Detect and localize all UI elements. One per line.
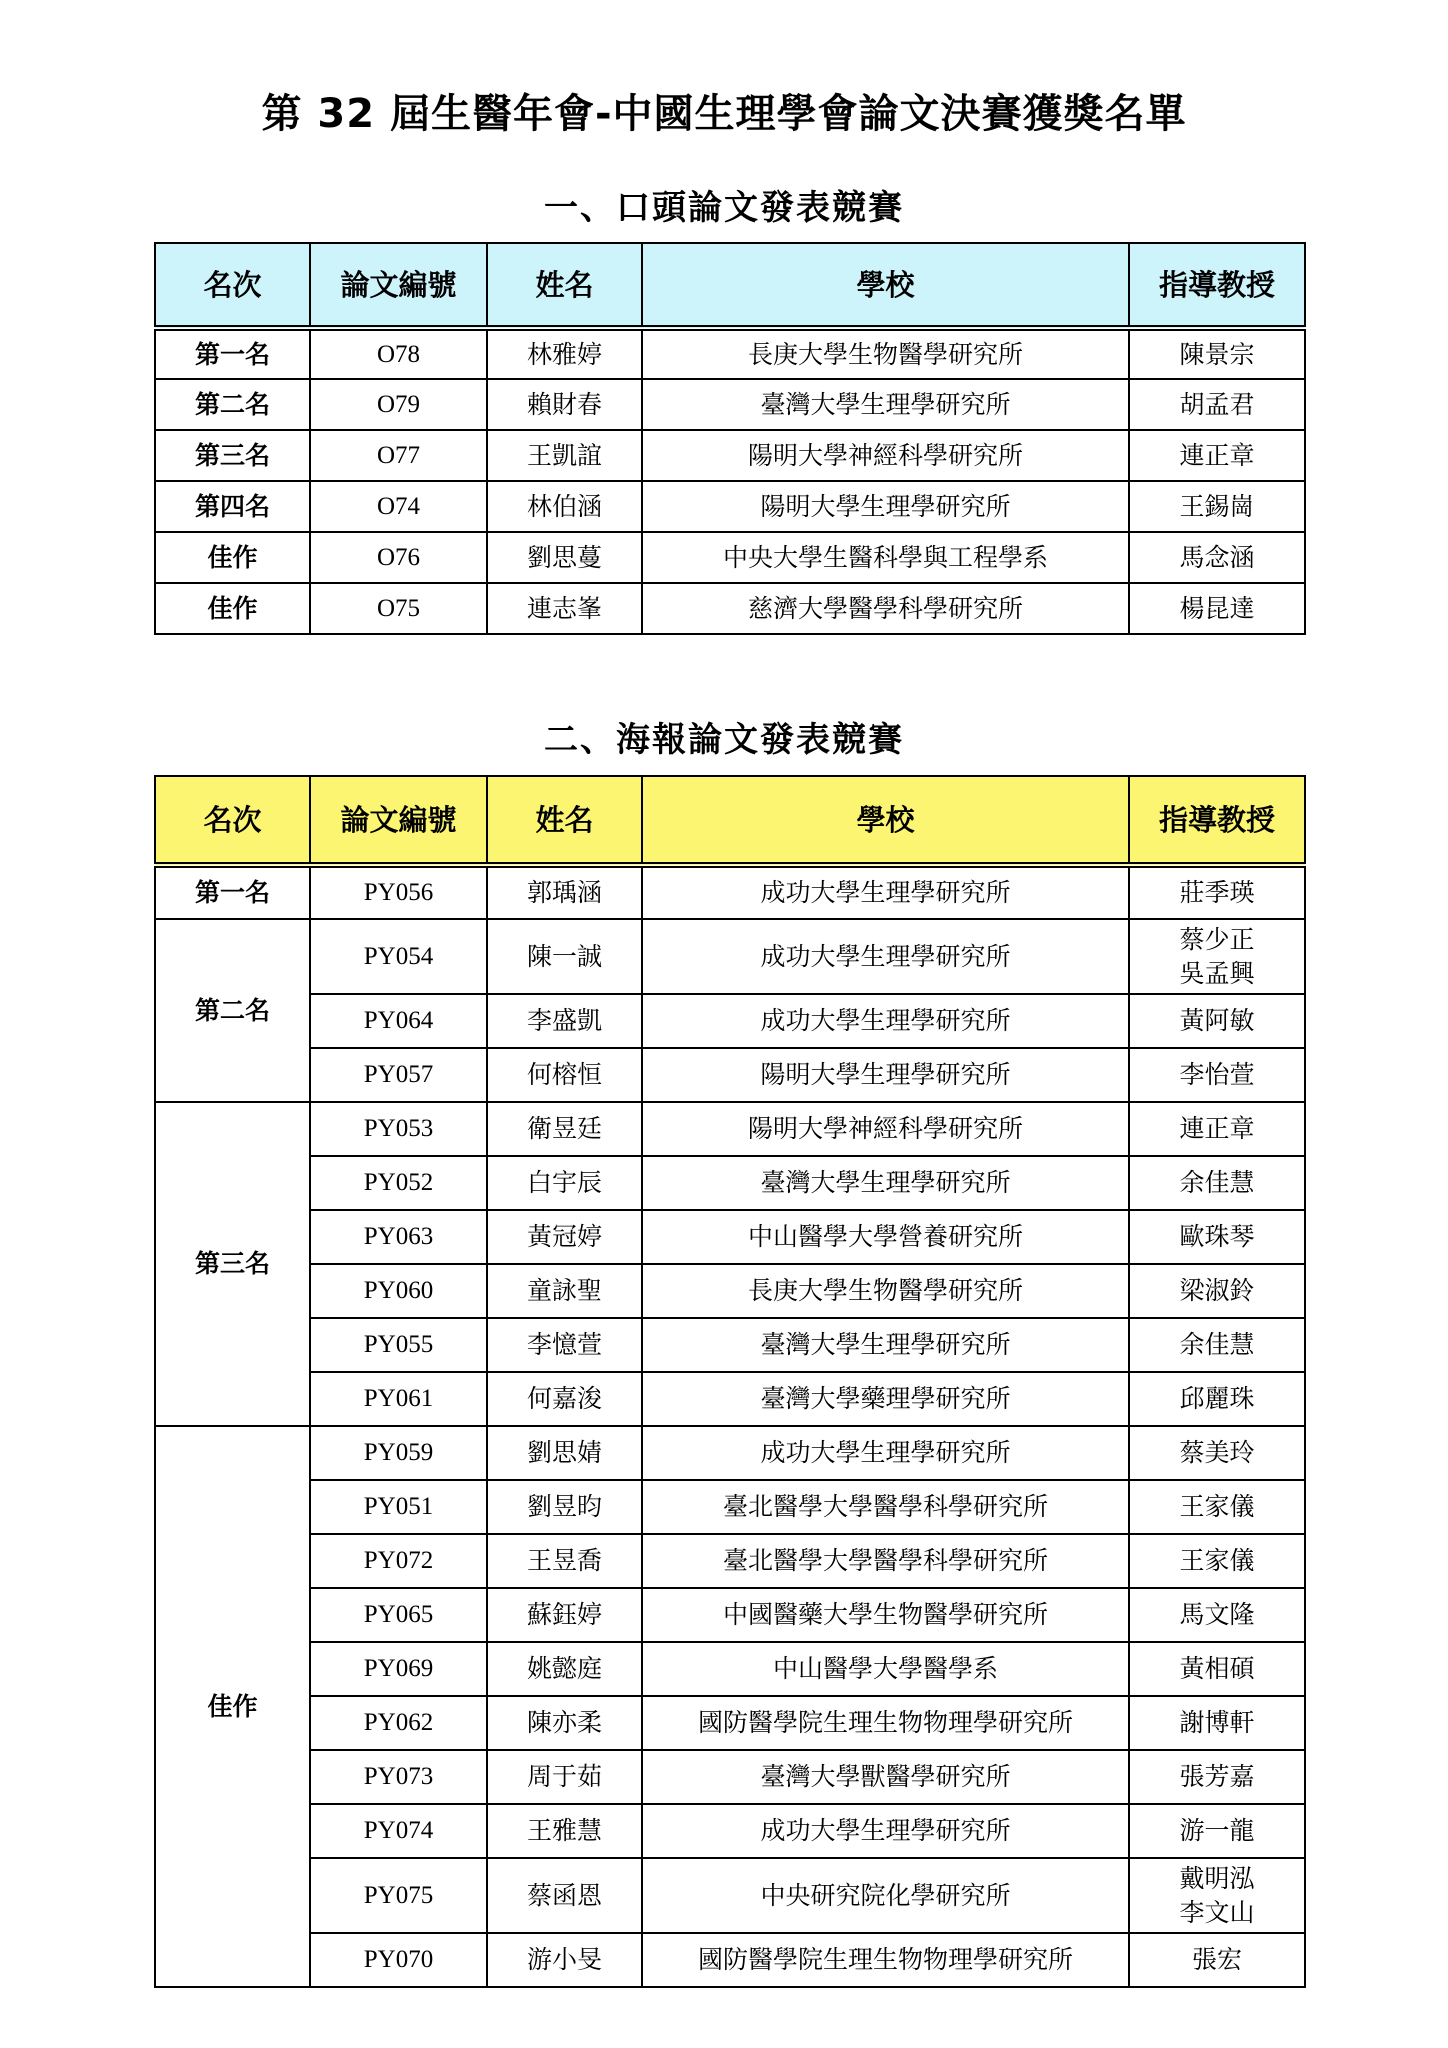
advisor-cell: 連正章: [1129, 1102, 1305, 1156]
rank-cell: 佳作: [155, 1426, 310, 1987]
school-cell: 慈濟大學醫學科學研究所: [642, 583, 1129, 634]
table-row: [155, 1156, 1305, 1210]
school-cell: 國防醫學院生理生物物理學研究所: [642, 1933, 1129, 1987]
school-cell: 國防醫學院生理生物物理學研究所: [642, 1696, 1129, 1750]
school-cell: 陽明大學神經科學研究所: [642, 1102, 1129, 1156]
code-cell: PY059: [310, 1426, 487, 1480]
school-cell: 陽明大學生理學研究所: [642, 481, 1129, 532]
oral-header-row: [155, 243, 1305, 328]
advisor-name-2: 李文山: [1179, 1897, 1255, 1927]
advisor-cell: 王錫崗: [1129, 481, 1305, 532]
school-cell: 陽明大學生理學研究所: [642, 1048, 1129, 1102]
poster-awards-table: [154, 775, 1306, 1988]
table-row: [155, 1858, 1305, 1933]
table-row: [155, 1048, 1305, 1102]
name-cell: 郭瑀涵: [487, 865, 642, 919]
school-cell: 中山醫學大學營養研究所: [642, 1210, 1129, 1264]
name-cell: 蘇鈺婷: [487, 1588, 642, 1642]
table-row: [155, 865, 1305, 919]
school-cell: 臺灣大學生理學研究所: [642, 1318, 1129, 1372]
code-cell: PY054: [310, 919, 487, 994]
name-cell: 李盛凱: [487, 994, 642, 1048]
rank-cell: 佳作: [155, 583, 310, 634]
code-cell: PY075: [310, 1858, 487, 1933]
advisor-cell: 胡孟君: [1129, 379, 1305, 430]
advisor-cell: 連正章: [1129, 430, 1305, 481]
school-cell: 成功大學生理學研究所: [642, 919, 1129, 994]
advisor-cell: 王家儀: [1129, 1480, 1305, 1534]
code-cell: PY057: [310, 1048, 487, 1102]
code-cell: O75: [310, 583, 487, 634]
school-cell: 成功大學生理學研究所: [642, 994, 1129, 1048]
table-row: [155, 583, 1305, 634]
table-row: [155, 1804, 1305, 1858]
school-cell: 成功大學生理學研究所: [642, 1426, 1129, 1480]
advisor-cell: [1129, 1858, 1305, 1933]
school-cell: 臺灣大學獸醫學研究所: [642, 1750, 1129, 1804]
name-cell: 黃冠婷: [487, 1210, 642, 1264]
name-cell: 劉思蔓: [487, 532, 642, 583]
advisor-cell: 李怡萱: [1129, 1048, 1305, 1102]
code-cell: PY063: [310, 1210, 487, 1264]
table-row: [155, 919, 1305, 994]
advisor-cell: 馬文隆: [1129, 1588, 1305, 1642]
school-cell: 成功大學生理學研究所: [642, 1804, 1129, 1858]
school-cell: 長庚大學生物醫學研究所: [642, 1264, 1129, 1318]
school-cell: 成功大學生理學研究所: [642, 865, 1129, 919]
rank-cell: 第二名: [155, 379, 310, 430]
name-cell: 賴財春: [487, 379, 642, 430]
header-advisor: 指導教授: [1129, 243, 1305, 328]
code-cell: PY055: [310, 1318, 487, 1372]
rank-cell: 第一名: [155, 865, 310, 919]
name-cell: 王雅慧: [487, 1804, 642, 1858]
code-cell: O79: [310, 379, 487, 430]
school-cell: 陽明大學神經科學研究所: [642, 430, 1129, 481]
advisor-cell: 余佳慧: [1129, 1156, 1305, 1210]
code-cell: PY053: [310, 1102, 487, 1156]
name-cell: 童詠聖: [487, 1264, 642, 1318]
advisor-name: 戴明泓: [1179, 1863, 1255, 1893]
header-advisor: 指導教授: [1129, 776, 1305, 865]
table-row: [155, 532, 1305, 583]
code-cell: PY070: [310, 1933, 487, 1987]
header-school: 學校: [642, 243, 1129, 328]
table-row: [155, 1318, 1305, 1372]
table-row: [155, 1642, 1305, 1696]
poster-section-title: 二、海報論文發表競賽: [544, 720, 904, 760]
school-cell: 中國醫藥大學生物醫學研究所: [642, 1588, 1129, 1642]
table-row: [155, 1426, 1305, 1480]
advisor-cell: 余佳慧: [1129, 1318, 1305, 1372]
code-cell: PY060: [310, 1264, 487, 1318]
table-row: [155, 1480, 1305, 1534]
name-cell: 衛昱廷: [487, 1102, 642, 1156]
table-row: [155, 1534, 1305, 1588]
code-cell: O74: [310, 481, 487, 532]
header-name: 姓名: [487, 776, 642, 865]
advisor-cell: 張芳嘉: [1129, 1750, 1305, 1804]
advisor-cell: 張宏: [1129, 1933, 1305, 1987]
advisor-cell: 陳景宗: [1129, 328, 1305, 379]
rank-cell: 第四名: [155, 481, 310, 532]
code-cell: O76: [310, 532, 487, 583]
table-row: [155, 481, 1305, 532]
name-cell: 陳亦柔: [487, 1696, 642, 1750]
poster-header-row: [155, 776, 1305, 865]
table-row: [155, 1102, 1305, 1156]
table-row: [155, 1372, 1305, 1426]
oral-section-title: 一、口頭論文發表競賽: [544, 188, 904, 228]
header-rank: 名次: [155, 776, 310, 865]
code-cell: PY065: [310, 1588, 487, 1642]
code-cell: PY051: [310, 1480, 487, 1534]
table-row: [155, 328, 1305, 379]
name-cell: 蔡函恩: [487, 1858, 642, 1933]
school-cell: 臺灣大學藥理學研究所: [642, 1372, 1129, 1426]
name-cell: 李憶萱: [487, 1318, 642, 1372]
name-cell: 何嘉浚: [487, 1372, 642, 1426]
advisor-cell: [1129, 919, 1305, 994]
name-cell: 姚懿庭: [487, 1642, 642, 1696]
school-cell: 中央研究院化學研究所: [642, 1858, 1129, 1933]
oral-awards-table: [154, 242, 1306, 635]
page-title: 第 32 屆生醫年會-中國生理學會論文決賽獲獎名單: [261, 91, 1187, 137]
code-cell: PY056: [310, 865, 487, 919]
name-cell: 白宇辰: [487, 1156, 642, 1210]
name-cell: 連志峯: [487, 583, 642, 634]
header-school: 學校: [642, 776, 1129, 865]
header-name: 姓名: [487, 243, 642, 328]
advisor-cell: 游一龍: [1129, 1804, 1305, 1858]
name-cell: 王凱誼: [487, 430, 642, 481]
code-cell: O78: [310, 328, 487, 379]
header-rank: 名次: [155, 243, 310, 328]
school-cell: 臺灣大學生理學研究所: [642, 1156, 1129, 1210]
school-cell: 中山醫學大學醫學系: [642, 1642, 1129, 1696]
advisor-cell: 蔡美玲: [1129, 1426, 1305, 1480]
rank-cell: 第一名: [155, 328, 310, 379]
code-cell: PY073: [310, 1750, 487, 1804]
table-row: [155, 430, 1305, 481]
advisor-cell: 謝博軒: [1129, 1696, 1305, 1750]
table-row: [155, 994, 1305, 1048]
table-row: [155, 379, 1305, 430]
name-cell: 何榕恒: [487, 1048, 642, 1102]
school-cell: 長庚大學生物醫學研究所: [642, 328, 1129, 379]
advisor-name: 蔡少正: [1179, 924, 1255, 954]
table-row: [155, 1696, 1305, 1750]
rank-cell: 第二名: [155, 919, 310, 1102]
rank-cell: 第三名: [155, 1102, 310, 1426]
name-cell: 林雅婷: [487, 328, 642, 379]
advisor-cell: 楊昆達: [1129, 583, 1305, 634]
code-cell: PY062: [310, 1696, 487, 1750]
name-cell: 王昱喬: [487, 1534, 642, 1588]
advisor-name-2: 吳孟興: [1179, 958, 1255, 988]
code-cell: PY064: [310, 994, 487, 1048]
school-cell: 臺北醫學大學醫學科學研究所: [642, 1534, 1129, 1588]
name-cell: 周于茹: [487, 1750, 642, 1804]
advisor-cell: 莊季瑛: [1129, 865, 1305, 919]
code-cell: O77: [310, 430, 487, 481]
name-cell: 游小旻: [487, 1933, 642, 1987]
table-row: [155, 1588, 1305, 1642]
name-cell: 劉昱昀: [487, 1480, 642, 1534]
name-cell: 劉思婧: [487, 1426, 642, 1480]
name-cell: 陳一誠: [487, 919, 642, 994]
rank-cell: 第三名: [155, 430, 310, 481]
table-row: [155, 1933, 1305, 1987]
code-cell: PY052: [310, 1156, 487, 1210]
name-cell: 林伯涵: [487, 481, 642, 532]
advisor-cell: 梁淑鈴: [1129, 1264, 1305, 1318]
code-cell: PY074: [310, 1804, 487, 1858]
rank-cell: 佳作: [155, 532, 310, 583]
advisor-cell: 黃相碩: [1129, 1642, 1305, 1696]
school-cell: 臺北醫學大學醫學科學研究所: [642, 1480, 1129, 1534]
advisor-cell: 歐珠琴: [1129, 1210, 1305, 1264]
code-cell: PY072: [310, 1534, 487, 1588]
header-code: 論文編號: [310, 243, 487, 328]
advisor-cell: 黃阿敏: [1129, 994, 1305, 1048]
code-cell: PY061: [310, 1372, 487, 1426]
school-cell: 中央大學生醫科學與工程學系: [642, 532, 1129, 583]
table-row: [155, 1210, 1305, 1264]
code-cell: PY069: [310, 1642, 487, 1696]
table-row: [155, 1750, 1305, 1804]
advisor-cell: 邱麗珠: [1129, 1372, 1305, 1426]
school-cell: 臺灣大學生理學研究所: [642, 379, 1129, 430]
advisor-cell: 王家儀: [1129, 1534, 1305, 1588]
advisor-cell: 馬念涵: [1129, 532, 1305, 583]
header-code: 論文編號: [310, 776, 487, 865]
table-row: [155, 1264, 1305, 1318]
